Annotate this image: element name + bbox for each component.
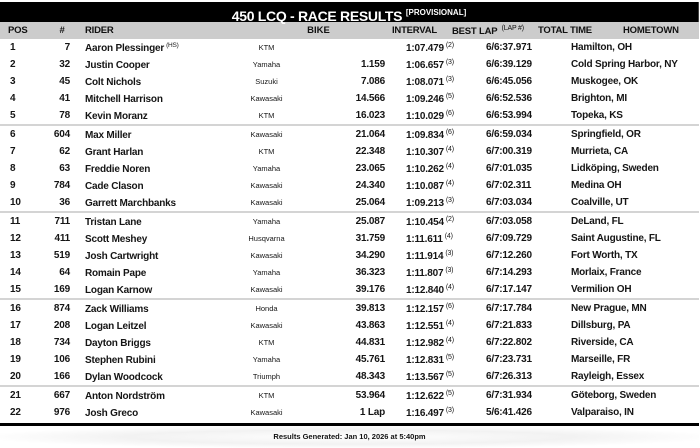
- bike-cell: Yamaha: [252, 164, 281, 173]
- best-lap-cell: [385, 197, 486, 209]
- best-lap-time: 1:10.262: [406, 163, 444, 175]
- interval-cell: 34.290: [355, 250, 385, 261]
- table-row: [0, 230, 699, 247]
- table-row: [0, 404, 699, 421]
- position-cell: 13: [10, 250, 21, 261]
- bike-number-cell: 32: [59, 59, 70, 70]
- best-lap-cell: [385, 110, 486, 122]
- table-row: [0, 213, 699, 230]
- hometown-cell: Medina OH: [571, 180, 622, 191]
- interval-cell: 36.323: [355, 267, 385, 278]
- rider-cell: [70, 42, 210, 54]
- total-time-cell: 6/7:26.313: [486, 371, 532, 382]
- interval-cell: 7.086: [360, 76, 385, 87]
- bike-number-cell: 734: [53, 337, 70, 348]
- rider-tag: (HS): [166, 41, 179, 49]
- rider-cell: [70, 354, 210, 366]
- best-lap-cell: [385, 390, 486, 402]
- total-time-cell: 6/7:12.260: [486, 250, 532, 261]
- table-row: [0, 126, 699, 143]
- best-lap-time: 1:10.307: [406, 146, 444, 158]
- table-header: [0, 22, 699, 39]
- column-header-pos: POS: [8, 25, 28, 36]
- bike-cell: KTM: [258, 338, 275, 347]
- hometown-cell: Saint Augustine, FL: [571, 233, 661, 244]
- rider-name: Garrett Marchbanks: [85, 197, 176, 209]
- best-lap-cell: [385, 320, 486, 332]
- total-time-cell: 6/7:23.731: [486, 354, 532, 365]
- best-lap-cell: [385, 250, 486, 262]
- bike-number-cell: 62: [59, 146, 70, 157]
- hometown-cell: Murrieta, CA: [571, 146, 629, 157]
- best-lap-number: (3): [445, 249, 454, 257]
- position-cell: 20: [10, 371, 21, 382]
- hometown-cell: Vermilion OH: [571, 284, 632, 295]
- best-lap-time: 1:16.497: [406, 407, 444, 419]
- table-row: [0, 387, 699, 404]
- best-lap-time: 1:09.213: [406, 197, 444, 209]
- rider-name: Romain Pape: [85, 267, 147, 279]
- best-lap-number: (4): [445, 283, 454, 291]
- best-lap-time: 1:12.157: [406, 303, 444, 315]
- total-time-cell: 6/7:01.035: [486, 163, 532, 174]
- results-table-body: [0, 39, 699, 421]
- best-lap-number: (4): [445, 179, 454, 187]
- best-lap-cell: [385, 354, 486, 366]
- best-lap-number: (3): [445, 58, 454, 66]
- best-lap-cell: [385, 371, 486, 383]
- rider-name: Dylan Woodcock: [85, 371, 163, 383]
- hometown-cell: Valparaiso, IN: [571, 407, 634, 418]
- position-cell: 17: [10, 320, 21, 331]
- interval-cell: 25.087: [355, 216, 385, 227]
- interval-cell: 45.761: [355, 354, 385, 365]
- best-lap-number: (3): [445, 75, 454, 83]
- hometown-cell: Muskogee, OK: [571, 76, 639, 87]
- position-cell: 8: [10, 163, 16, 174]
- table-row: [0, 107, 699, 124]
- bike-cell: Kawasaki: [250, 181, 283, 190]
- rider-cell: [70, 163, 210, 175]
- best-lap-cell: [385, 337, 486, 349]
- interval-cell: 43.863: [355, 320, 385, 331]
- rider-name: Kevin Moranz: [85, 110, 148, 122]
- rider-name: Mitchell Harrison: [85, 93, 163, 105]
- best-lap-cell: [385, 42, 486, 54]
- position-cell: 7: [10, 146, 16, 157]
- bike-cell: KTM: [258, 111, 275, 120]
- total-time-cell: 6/7:17.147: [486, 284, 532, 295]
- best-lap-number: (5): [445, 370, 454, 378]
- table-row: [0, 73, 699, 90]
- best-lap-cell: [385, 76, 486, 88]
- best-lap-time: 1:09.246: [406, 93, 444, 105]
- table-row: [0, 177, 699, 194]
- bike-cell: Suzuki: [255, 77, 278, 86]
- best-lap-cell: [385, 267, 486, 279]
- interval-cell: 53.964: [355, 390, 385, 401]
- interval-cell: 39.813: [355, 303, 385, 314]
- table-row: [0, 194, 699, 211]
- best-lap-time: 1:13.567: [406, 371, 444, 383]
- table-row: [0, 334, 699, 351]
- position-cell: 5: [10, 110, 16, 121]
- total-time-cell: 6/7:03.034: [486, 197, 532, 208]
- best-lap-label: BEST LAP: [452, 25, 498, 37]
- rider-cell: [70, 320, 210, 332]
- rider-name: Stephen Rubini: [85, 354, 156, 366]
- best-lap-number: (5): [445, 92, 454, 100]
- best-lap-number: (2): [445, 41, 454, 49]
- interval-cell: 22.348: [355, 146, 385, 157]
- rider-name: Dayton Briggs: [85, 337, 151, 349]
- bike-number-cell: 169: [53, 284, 70, 295]
- best-lap-cell: [385, 216, 486, 228]
- bike-number-cell: 519: [53, 250, 70, 261]
- best-lap-time: 1:10.029: [406, 110, 444, 122]
- position-cell: 3: [10, 76, 16, 87]
- table-row: [0, 143, 699, 160]
- table-row: [0, 56, 699, 73]
- results-sheet: [0, 2, 699, 448]
- rider-cell: [70, 110, 210, 122]
- provisional-tag: [PROVISIONAL]: [405, 8, 467, 17]
- rider-cell: [70, 337, 210, 349]
- total-time-cell: 6/7:22.802: [486, 337, 532, 348]
- best-lap-cell: [385, 146, 486, 158]
- rider-cell: [70, 129, 210, 141]
- table-row: [0, 351, 699, 368]
- position-cell: 11: [10, 216, 21, 227]
- position-cell: 10: [10, 197, 21, 208]
- bike-number-cell: 411: [54, 233, 70, 244]
- bike-number-cell: 667: [53, 390, 70, 401]
- table-row: [0, 300, 699, 317]
- rider-cell: [70, 233, 210, 245]
- bike-number-cell: 208: [53, 320, 70, 331]
- best-lap-cell: [385, 407, 486, 419]
- best-lap-cell: [385, 93, 486, 105]
- rider-cell: [70, 390, 210, 402]
- table-row: [0, 317, 699, 334]
- best-lap-number: (5): [445, 389, 454, 397]
- best-lap-time: 1:12.622: [406, 390, 444, 402]
- rider-name: Anton Nordström: [85, 390, 165, 402]
- bike-cell: Kawasaki: [250, 408, 283, 417]
- column-header-number: #: [59, 25, 65, 36]
- column-header-best-lap: [437, 25, 538, 37]
- bike-number-cell: 976: [53, 407, 70, 418]
- position-cell: 6: [10, 129, 16, 140]
- bike-cell: Husqvarna: [248, 234, 285, 243]
- column-header-total-time: TOTAL TIME: [538, 25, 592, 36]
- column-header-rider: RIDER: [85, 25, 114, 36]
- column-header-bike: BIKE: [307, 25, 330, 36]
- best-lap-number: (5): [445, 353, 454, 361]
- position-cell: 15: [10, 284, 21, 295]
- total-time-cell: 6/7:14.293: [486, 267, 532, 278]
- bike-number-cell: 166: [53, 371, 70, 382]
- bike-cell: Yamaha: [252, 268, 281, 277]
- best-lap-number: (4): [444, 232, 453, 240]
- best-lap-number: (4): [445, 145, 454, 153]
- hometown-cell: DeLand, FL: [571, 216, 624, 227]
- total-time-cell: 6/7:21.833: [486, 320, 532, 331]
- bike-number-cell: 784: [53, 180, 70, 191]
- total-time-cell: 6/6:52.536: [486, 93, 532, 104]
- interval-cell: 39.176: [355, 284, 385, 295]
- total-time-cell: 6/7:31.934: [486, 390, 532, 401]
- best-lap-time: 1:12.982: [406, 337, 444, 349]
- bike-cell: Yamaha: [252, 355, 281, 364]
- best-lap-number: (6): [445, 302, 454, 310]
- bike-cell: Yamaha: [252, 217, 281, 226]
- hometown-cell: Riverside, CA: [571, 337, 634, 348]
- table-row: [0, 368, 699, 385]
- interval-cell: 1 Lap: [359, 407, 385, 418]
- position-cell: 18: [10, 337, 21, 348]
- rider-name: Grant Harlan: [85, 146, 144, 158]
- best-lap-time: 1:09.834: [406, 129, 444, 141]
- rider-cell: [70, 267, 210, 279]
- bike-cell: KTM: [258, 391, 275, 400]
- rider-name: Cade Clason: [85, 180, 144, 192]
- hometown-cell: Coalville, UT: [571, 197, 629, 208]
- position-cell: 12: [10, 233, 21, 244]
- interval-cell: 25.064: [355, 197, 385, 208]
- rider-name: Freddie Noren: [85, 163, 151, 175]
- table-row: [0, 39, 699, 56]
- interval-cell: 21.064: [355, 129, 385, 140]
- rider-cell: [70, 407, 210, 419]
- interval-cell: 31.759: [355, 233, 385, 244]
- interval-cell: 24.340: [355, 180, 385, 191]
- hometown-cell: Springfield, OR: [571, 129, 641, 140]
- total-time-cell: 6/6:45.056: [486, 76, 532, 87]
- column-header-hometown: HOMETOWN: [623, 25, 679, 36]
- bike-number-cell: 106: [53, 354, 70, 365]
- rider-name: Aaron Plessinger: [85, 42, 165, 54]
- bike-cell: Kawasaki: [250, 321, 283, 330]
- bike-cell: Triumph: [252, 372, 281, 381]
- rider-name: Josh Greco: [85, 407, 139, 419]
- position-cell: 14: [10, 267, 21, 278]
- total-time-cell: 6/7:02.311: [486, 180, 532, 191]
- total-time-cell: 6/6:39.129: [486, 59, 532, 70]
- bike-cell: Yamaha: [252, 60, 281, 69]
- best-lap-cell: [385, 129, 486, 141]
- table-row: [0, 264, 699, 281]
- bike-number-cell: 41: [59, 93, 70, 104]
- interval-cell: 1.159: [360, 59, 385, 70]
- bike-cell: Kawasaki: [250, 251, 283, 260]
- interval-cell: 48.343: [355, 371, 385, 382]
- hometown-cell: Brighton, MI: [571, 93, 627, 104]
- best-lap-time: 1:08.071: [406, 76, 444, 88]
- table-row: [0, 247, 699, 264]
- hometown-cell: Fort Worth, TX: [571, 250, 638, 261]
- bike-cell: Kawasaki: [250, 198, 283, 207]
- interval-cell: 14.566: [355, 93, 385, 104]
- rider-name: Logan Karnow: [85, 284, 153, 296]
- hometown-cell: New Prague, MN: [571, 303, 647, 314]
- position-cell: 2: [10, 59, 16, 70]
- best-lap-time: 1:11.807: [406, 267, 444, 279]
- hometown-cell: Hamilton, OH: [571, 42, 632, 53]
- hometown-cell: Topeka, KS: [571, 110, 623, 121]
- hometown-cell: Göteborg, Sweden: [571, 390, 657, 401]
- rider-cell: [70, 180, 210, 192]
- position-cell: 16: [10, 303, 21, 314]
- hometown-cell: Lidköping, Sweden: [571, 163, 659, 174]
- best-lap-number: (4): [445, 319, 454, 327]
- rider-name: Josh Cartwright: [85, 250, 159, 262]
- best-lap-time: 1:12.831: [406, 354, 444, 366]
- bike-number-cell: 604: [53, 129, 70, 140]
- total-time-cell: 5/6:41.426: [486, 407, 532, 418]
- bike-number-cell: 7: [64, 42, 70, 53]
- rider-name: Max Miller: [85, 129, 132, 141]
- rider-name: Tristan Lane: [85, 216, 142, 228]
- bike-number-cell: 78: [59, 110, 70, 121]
- hometown-cell: Rayleigh, Essex: [571, 371, 645, 382]
- best-lap-number: (3): [445, 266, 454, 274]
- best-lap-number: (3): [445, 196, 454, 204]
- best-lap-number: (3): [445, 406, 454, 414]
- best-lap-cell: [385, 284, 486, 296]
- rider-cell: [70, 371, 210, 383]
- best-lap-time: 1:07.479: [406, 42, 444, 54]
- hometown-cell: Morlaix, France: [571, 267, 642, 278]
- lap-number-note: (LAP #): [501, 24, 524, 32]
- table-row: [0, 90, 699, 107]
- table-row: [0, 281, 699, 298]
- position-cell: 19: [10, 354, 21, 365]
- bike-number-cell: 63: [59, 163, 70, 174]
- bike-cell: Kawasaki: [250, 94, 283, 103]
- best-lap-number: (6): [445, 128, 454, 136]
- rider-cell: [70, 76, 210, 88]
- best-lap-cell: [385, 163, 486, 175]
- best-lap-cell: [385, 180, 486, 192]
- bike-number-cell: 711: [54, 216, 70, 227]
- best-lap-cell: [385, 233, 486, 245]
- column-header-interval: INTERVAL: [391, 25, 437, 36]
- position-cell: 22: [10, 407, 21, 418]
- best-lap-time: 1:06.657: [406, 59, 444, 71]
- interval-cell: 44.831: [355, 337, 385, 348]
- bike-number-cell: 64: [59, 267, 70, 278]
- bike-cell: Kawasaki: [250, 130, 283, 139]
- total-time-cell: 6/7:00.319: [486, 146, 532, 157]
- rider-cell: [70, 197, 210, 209]
- total-time-cell: 6/6:37.971: [486, 42, 532, 53]
- results-generated-footer: Results Generated: Jan 10, 2026 at 5:40pm: [0, 426, 699, 448]
- best-lap-time: 1:11.914: [406, 250, 444, 262]
- total-time-cell: 6/6:53.994: [486, 110, 532, 121]
- bike-number-cell: 874: [53, 303, 70, 314]
- best-lap-number: (4): [445, 336, 454, 344]
- bike-cell: KTM: [258, 147, 275, 156]
- rider-name: Scott Meshey: [85, 233, 148, 245]
- position-cell: 9: [10, 180, 16, 191]
- interval-cell: 23.065: [355, 163, 385, 174]
- position-cell: 21: [10, 390, 21, 401]
- best-lap-time: 1:10.454: [406, 216, 444, 228]
- bike-cell: Kawasaki: [250, 285, 283, 294]
- bike-cell: KTM: [258, 43, 275, 52]
- rider-cell: [70, 216, 210, 228]
- best-lap-cell: [385, 303, 486, 315]
- rider-cell: [70, 146, 210, 158]
- best-lap-number: (2): [445, 215, 454, 223]
- bike-number-cell: 45: [59, 76, 70, 87]
- best-lap-time: 1:11.611: [406, 233, 443, 245]
- title-bar: [0, 2, 699, 22]
- bike-cell: Honda: [255, 304, 278, 313]
- rider-name: Justin Cooper: [85, 59, 150, 71]
- rider-cell: [70, 93, 210, 105]
- rider-cell: [70, 284, 210, 296]
- rider-cell: [70, 250, 210, 262]
- position-cell: 1: [10, 42, 16, 53]
- rider-name: Zack Williams: [85, 303, 149, 315]
- bike-number-cell: 36: [59, 197, 70, 208]
- rider-name: Logan Leitzel: [85, 320, 147, 332]
- interval-cell: 16.023: [355, 110, 385, 121]
- rider-cell: [70, 59, 210, 71]
- hometown-cell: Marseille, FR: [571, 354, 631, 365]
- best-lap-time: 1:12.840: [406, 284, 444, 296]
- best-lap-number: (6): [445, 109, 454, 117]
- total-time-cell: 6/6:59.034: [486, 129, 532, 140]
- rider-cell: [70, 303, 210, 315]
- best-lap-time: 1:10.087: [406, 180, 444, 192]
- position-cell: 4: [10, 93, 16, 104]
- best-lap-time: 1:12.551: [406, 320, 444, 332]
- page-title: 450 LCQ - RACE RESULTS: [231, 8, 403, 24]
- total-time-cell: 6/7:03.058: [486, 216, 532, 227]
- hometown-cell: Cold Spring Harbor, NY: [571, 59, 678, 70]
- total-time-cell: 6/7:17.784: [486, 303, 532, 314]
- rider-name: Colt Nichols: [85, 76, 141, 88]
- table-row: [0, 160, 699, 177]
- best-lap-number: (4): [445, 162, 454, 170]
- total-time-cell: 6/7:09.729: [486, 233, 532, 244]
- hometown-cell: Dillsburg, PA: [571, 320, 631, 331]
- best-lap-cell: [385, 59, 486, 71]
